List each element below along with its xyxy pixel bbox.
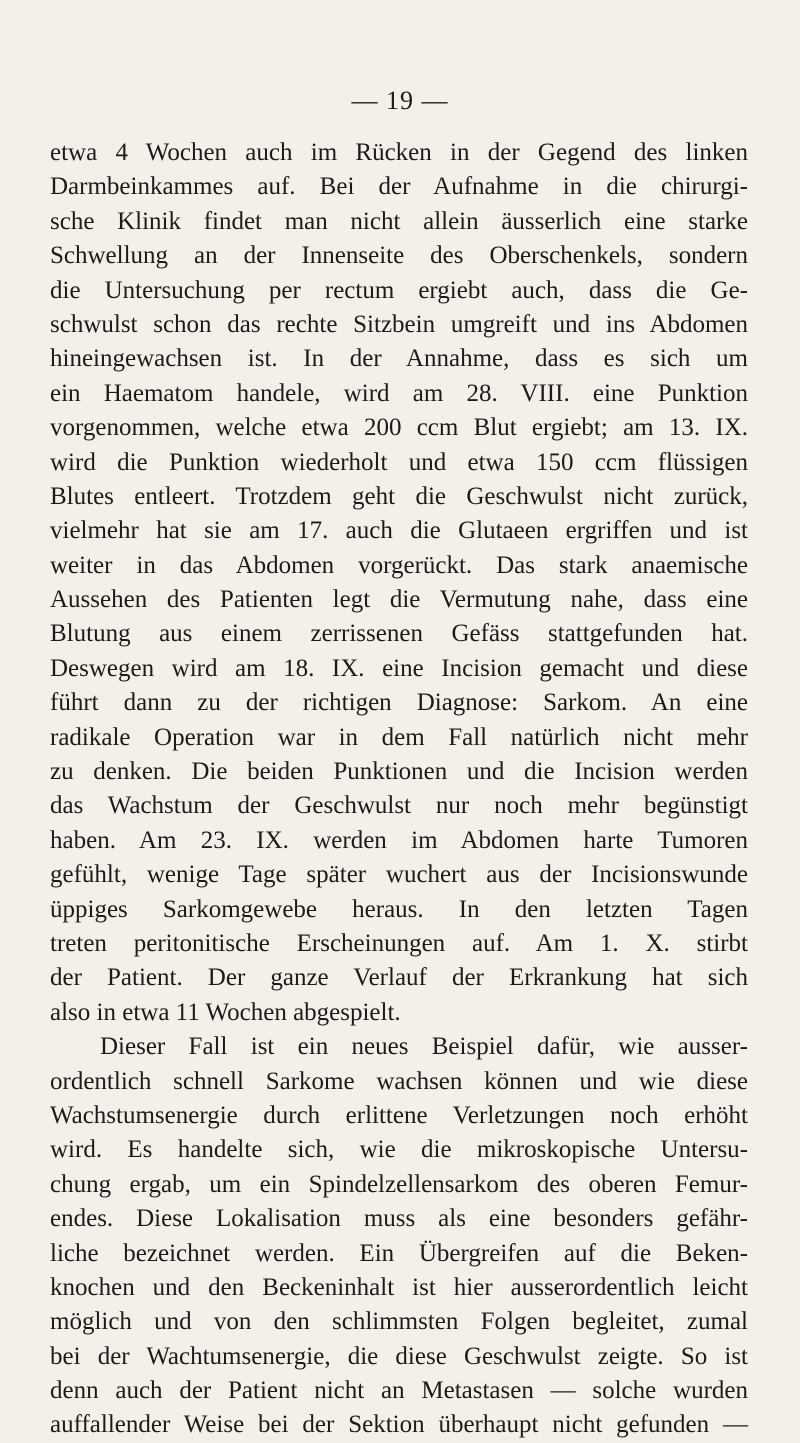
text-line: hineingewachsen ist. In der Annahme, dass es sich um <box>50 345 748 373</box>
text-line: etwa 4 Wochen auch im Rücken in der Gegend des linken <box>50 139 748 166</box>
text-line: die Untersuchung per rectum ergiebt auch, dass die Ge- <box>50 276 748 304</box>
text-line: führt dann zu der richtigen Diagnose: Sarkom. An eine <box>50 689 748 717</box>
text-line: sche Klinik findet man nicht allein äusserlich eine starke <box>50 207 748 235</box>
text-line: wird. Es handelte sich, wie die mikroskopische Untersu- <box>50 1136 748 1164</box>
text-line: schwulst schon das rechte Sitzbein umgreift und ins Abdomen <box>50 310 748 338</box>
text-line: Deswegen wird am 18. IX. eine Incision gemacht und diese <box>50 654 748 682</box>
text-line: Wachstumsenergie durch erlittene Verletzungen noch erhöht <box>50 1101 748 1129</box>
text-line: bei der Wachtumsenergie, die diese Geschwulst zeigte. So ist <box>50 1342 748 1370</box>
body-text <box>50 136 748 1443</box>
text-line: vorgenommen, welche etwa 200 ccm Blut ergiebt; am 13. IX. <box>50 414 748 442</box>
text-line: chung ergab, um ein Spindelzellensarkom des oberen Femur- <box>50 1170 748 1198</box>
text-line: weiter in das Abdomen vorgerückt. Das stark anaemische <box>50 551 748 579</box>
text-line: knochen und den Beckeninhalt ist hier ausserordentlich leicht <box>50 1273 748 1301</box>
text-line: möglich und von den schlimmsten Folgen begleitet, zumal <box>50 1308 748 1336</box>
text-line: vielmehr hat sie am 17. auch die Glutaeen ergriffen und ist <box>50 517 748 545</box>
text-line: denn auch der Patient nicht an Metastasen — solche wurden <box>50 1377 748 1405</box>
text-line: Schwellung an der Innenseite des Oberschenkels, sondern <box>50 242 748 270</box>
text-line: gefühlt, wenige Tage später wuchert aus der Incisionswunde <box>50 861 748 889</box>
text-line: Blutes entleert. Trotzdem geht die Geschwulst nicht zurück, <box>50 482 748 510</box>
text-line: zu denken. Die beiden Punktionen und die Incision werden <box>50 758 748 786</box>
text-line: ein Haematom handele, wird am 28. VIII. eine Punktion <box>50 379 748 407</box>
text-line: Darmbeinkammes auf. Bei der Aufnahme in die chirurgi- <box>50 173 748 201</box>
text-line: haben. Am 23. IX. werden im Abdomen harte Tumoren <box>50 826 748 854</box>
text-line: der Patient. Der ganze Verlauf der Erkrankung hat sich <box>50 964 748 992</box>
text-line: üppiges Sarkomgewebe heraus. In den letzten Tagen <box>50 895 748 923</box>
page-number: — 19 — <box>351 86 449 115</box>
text-line: ordentlich schnell Sarkome wachsen können und wie diese <box>50 1067 748 1095</box>
text-line: Blutung aus einem zerrissenen Gefäss stattgefunden hat. <box>50 620 748 648</box>
paragraph-end-line: also in etwa 11 Wochen abgespielt. <box>50 998 401 1026</box>
text-line: Aussehen des Patienten legt die Vermutung nahe, dass eine <box>50 586 748 614</box>
text-line: liche bezeichnet werden. Ein Übergreifen auf die Beken- <box>50 1239 748 1267</box>
text-line: treten peritonitische Erscheinungen auf. Am 1. X. stirbt <box>50 929 748 957</box>
paragraph-start-line: Dieser Fall ist ein neues Beispiel dafür, wie ausser- <box>100 1033 748 1061</box>
text-line: wird die Punktion wiederholt und etwa 150 ccm flüssigen <box>50 448 748 476</box>
text-line: endes. Diese Lokalisation muss als eine besonders gefähr- <box>50 1205 748 1233</box>
text-line: auffallender Weise bei der Sektion überhaupt nicht gefunden — <box>50 1411 748 1439</box>
text-line: radikale Operation war in dem Fall natürlich nicht mehr <box>50 723 748 751</box>
text-line: das Wachstum der Geschwulst nur noch mehr begünstigt <box>50 792 748 820</box>
